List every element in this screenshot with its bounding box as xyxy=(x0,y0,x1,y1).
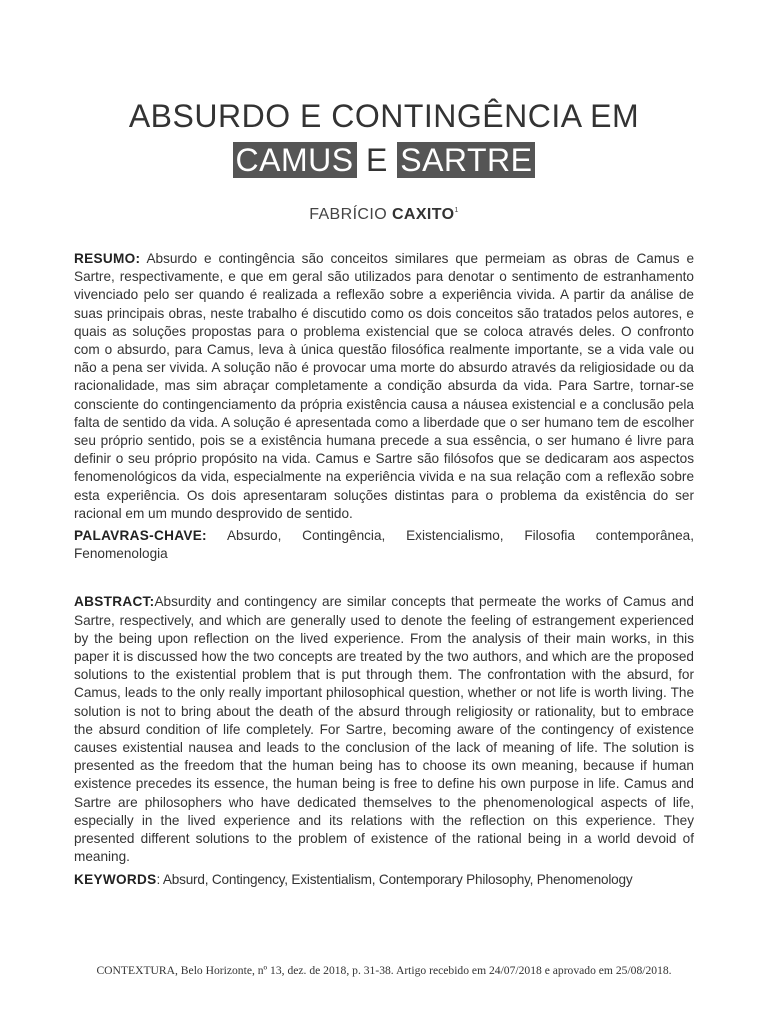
article-page xyxy=(74,0,694,889)
palavras-chave-paragraph xyxy=(74,527,694,563)
article-title xyxy=(74,94,694,182)
abstract-label: ABSTRACT: xyxy=(74,594,155,610)
keywords-text: : Absurd, Contingency, Existentialism, Contemporary Philosophy, Phenomenology xyxy=(156,871,633,887)
title-line-2 xyxy=(74,138,694,182)
title-conjunction: E xyxy=(366,142,388,178)
palavras-chave-label: PALAVRAS-CHAVE: xyxy=(74,528,207,544)
title-highlight-camus: CAMUS xyxy=(233,142,357,178)
title-line-1: ABSURDO E CONTINGÊNCIA EM xyxy=(128,98,640,134)
palavras-chave-text: Absurdo, Contingência, Existencialismo, Filosofia contemporânea, Fenomenologia xyxy=(74,528,694,562)
resumo-label: RESUMO: xyxy=(74,251,141,266)
author-line xyxy=(74,206,694,224)
abstract-text: Absurdity and contingency are similar concepts that permeate the works of Camus and Sartre, respectively, and which are generally used to denote the feeling of estrangement experienced by the being upon reflection on the lived experience. From the analysis of their main works, in this paper it is discussed how the two concepts are treated by the two authors, and which are the proposed solutions to the existential problem that is put through them. The confrontation with the absurd, for Camus, leads to the only really important philosophical question, whether or not life is worth living. The solution is not to bring about the death of the absurd through religiosity or rationality, but to embrace the absurd condition of life completely. For Sartre, becoming aware of the contingency of existence causes existential nausea and leads to the conclusion of the lack of meaning of life. The solution is presented as the freedom that the human being has to choose its own meaning, because if human existence precedes its essence, the human being is free to define his own purpose in life. Camus and Sartre are philosophers who have dedicated themselves to the phenomenological aspects of life, especially in the lived experience and its relations with the reflection on this experience. They presented different solutions to the problem of existence of the rational being in a world devoid of meaning. xyxy=(74,594,694,865)
resumo-paragraph xyxy=(74,250,694,523)
author-footnote-marker: 1 xyxy=(454,207,459,214)
keywords-paragraph xyxy=(74,871,694,889)
author-first-name: FABRÍCIO xyxy=(309,206,388,223)
resumo-text: Absurdo e contingência são conceitos similares que permeiam as obras de Camus e Sartre, respectivamente, e que em geral são utilizados para denotar o sentimento de estranhamento vivenciado pelo ser quando é realizada a reflexão sobre a experiência vivida. A partir da análise de suas principais obras, neste trabalho é discutido como os dois conceitos são tratados pelos autores, e quais as soluções propostas para o problema existencial que se coloca através deles. O confronto com o absurdo, para Camus, leva à única questão filosófica realmente importante, se a vida vale ou não a pena ser vivida. A solução não é provocar uma morte do absurdo através da religiosidade ou da racionalidade, mas sim abraçar completamente a condição absurda da vida. Para Sartre, tornar-se consciente do contingenciamento da própria existência causa a náusea existencial e a conclusão pela falta de sentido da vida. A solução é apresentada como a liberdade que o ser humano tem de escolher seu próprio sentido, pois se a existência humana precede a sua essência, o ser humano é livre para definir o seu próprio propósito na vida. Camus e Sartre são filósofos que se dedicaram aos aspectos fenomenológicos da vida, especialmente na experiência vivida e na sua relação com a reflexão sobre esta experiência. Os dois apresentaram soluções distintas para o problema da existência do ser racional em um mundo desprovido de sentido. xyxy=(74,251,694,521)
page-footer: CONTEXTURA, Belo Horizonte, nº 13, dez. de 2018, p. 31-38. Artigo recebido em 24/07/2018 e aprovado em 25/08/2018. xyxy=(96,964,672,977)
keywords-label: KEYWORDS xyxy=(74,871,157,887)
title-highlight-sartre: SARTRE xyxy=(397,142,535,178)
abstract-paragraph xyxy=(74,593,694,866)
author-last-name: CAXITO xyxy=(391,206,455,223)
